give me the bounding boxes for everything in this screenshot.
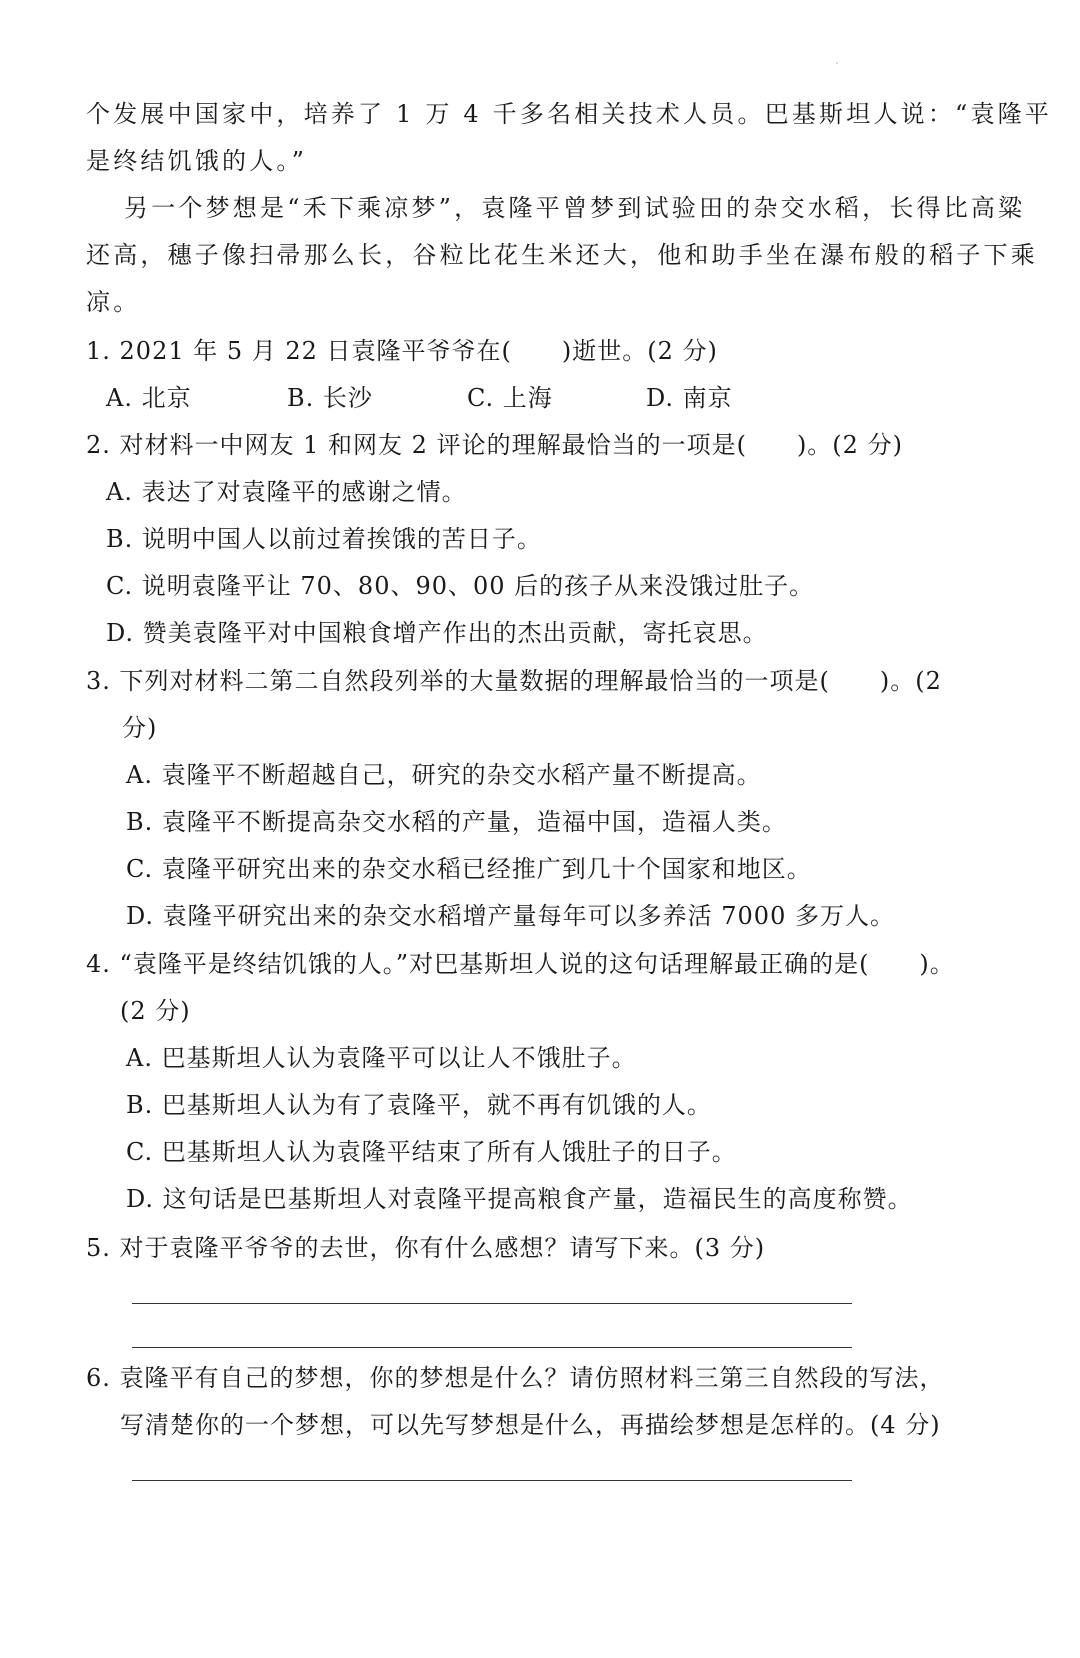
- question-4-stem-cont: (2 分): [120, 997, 191, 1025]
- passage-line-4: 还高，穗子像扫帚那么长，谷粒比花生米还大，他和助手坐在瀑布般的稻子下乘: [86, 241, 1038, 269]
- question-4-option-c[interactable]: C. 巴基斯坦人认为袁隆平结束了所有人饿肚子的日子。: [126, 1138, 737, 1166]
- passage-line-1: 个发展中国家中，培养了 1 万 4 千多名相关技术人员。巴基斯坦人说：“袁隆平: [86, 100, 1053, 128]
- question-3-option-d[interactable]: D. 袁隆平研究出来的杂交水稻增产量每年可以多养活 7000 多万人。: [126, 902, 895, 930]
- question-4-option-d[interactable]: D. 这句话是巴基斯坦人对袁隆平提高粮食产量，造福民生的高度称赞。: [126, 1185, 913, 1213]
- question-6-stem-cont: 写清楚你的一个梦想，可以先写梦想是什么，再描绘梦想是怎样的。(4 分): [120, 1411, 941, 1439]
- question-1-option-d[interactable]: D. 南京: [646, 384, 733, 412]
- question-1-option-a[interactable]: A. 北京: [106, 384, 192, 412]
- question-2-option-a[interactable]: A. 表达了对袁隆平的感谢之情。: [106, 478, 467, 506]
- question-1-option-c[interactable]: C. 上海: [467, 384, 553, 412]
- question-5-stem: 5. 对于袁隆平爷爷的去世，你有什么感想？请写下来。(3 分): [86, 1234, 766, 1262]
- question-2-option-c[interactable]: C. 说明袁隆平让 70、80、90、00 后的孩子从来没饿过肚子。: [106, 572, 815, 600]
- question-3-stem-cont: 分): [122, 714, 158, 742]
- question-3-stem: 3. 下列对材料二第二自然段列举的大量数据的理解最恰当的一项是( )。(2: [86, 667, 942, 695]
- question-4-option-a[interactable]: A. 巴基斯坦人认为袁隆平可以让人不饿肚子。: [126, 1044, 637, 1072]
- question-3-option-b[interactable]: B. 袁隆平不断提高杂交水稻的产量，造福中国，造福人类。: [126, 808, 787, 836]
- answer-line[interactable]: [132, 1303, 852, 1304]
- question-3-option-c[interactable]: C. 袁隆平研究出来的杂交水稻已经推广到几十个国家和地区。: [126, 855, 812, 883]
- question-6-stem: 6. 袁隆平有自己的梦想，你的梦想是什么？请仿照材料三第三自然段的写法，: [86, 1364, 945, 1392]
- scan-speck: [836, 62, 838, 64]
- passage-line-3: 另一个梦想是“禾下乘凉梦”，袁隆平曾梦到试验田的杂交水稻，长得比高粱: [124, 194, 1026, 222]
- question-1-option-b[interactable]: B. 长沙: [287, 384, 373, 412]
- answer-line[interactable]: [132, 1347, 852, 1348]
- question-4-option-b[interactable]: B. 巴基斯坦人认为有了袁隆平，就不再有饥饿的人。: [126, 1091, 712, 1119]
- answer-line[interactable]: [132, 1480, 852, 1481]
- passage-line-5: 凉。: [86, 288, 141, 316]
- question-2-option-d[interactable]: D. 赞美袁隆平对中国粮食增产作出的杰出贡献，寄托哀思。: [106, 619, 768, 647]
- question-4-stem: 4. “袁隆平是终结饥饿的人。”对巴基斯坦人说的这句话理解最正确的是( )。: [86, 950, 955, 978]
- passage-line-2: 是终结饥饿的人。”: [86, 147, 308, 175]
- question-1-stem: 1. 2021 年 5 月 22 日袁隆平爷爷在( )逝世。(2 分): [86, 337, 718, 365]
- question-2-option-b[interactable]: B. 说明中国人以前过着挨饿的苦日子。: [106, 525, 542, 553]
- question-3-option-a[interactable]: A. 袁隆平不断超越自己，研究的杂交水稻产量不断提高。: [126, 761, 762, 789]
- question-2-stem: 2. 对材料一中网友 1 和网友 2 评论的理解最恰当的一项是( )。(2 分): [86, 431, 903, 459]
